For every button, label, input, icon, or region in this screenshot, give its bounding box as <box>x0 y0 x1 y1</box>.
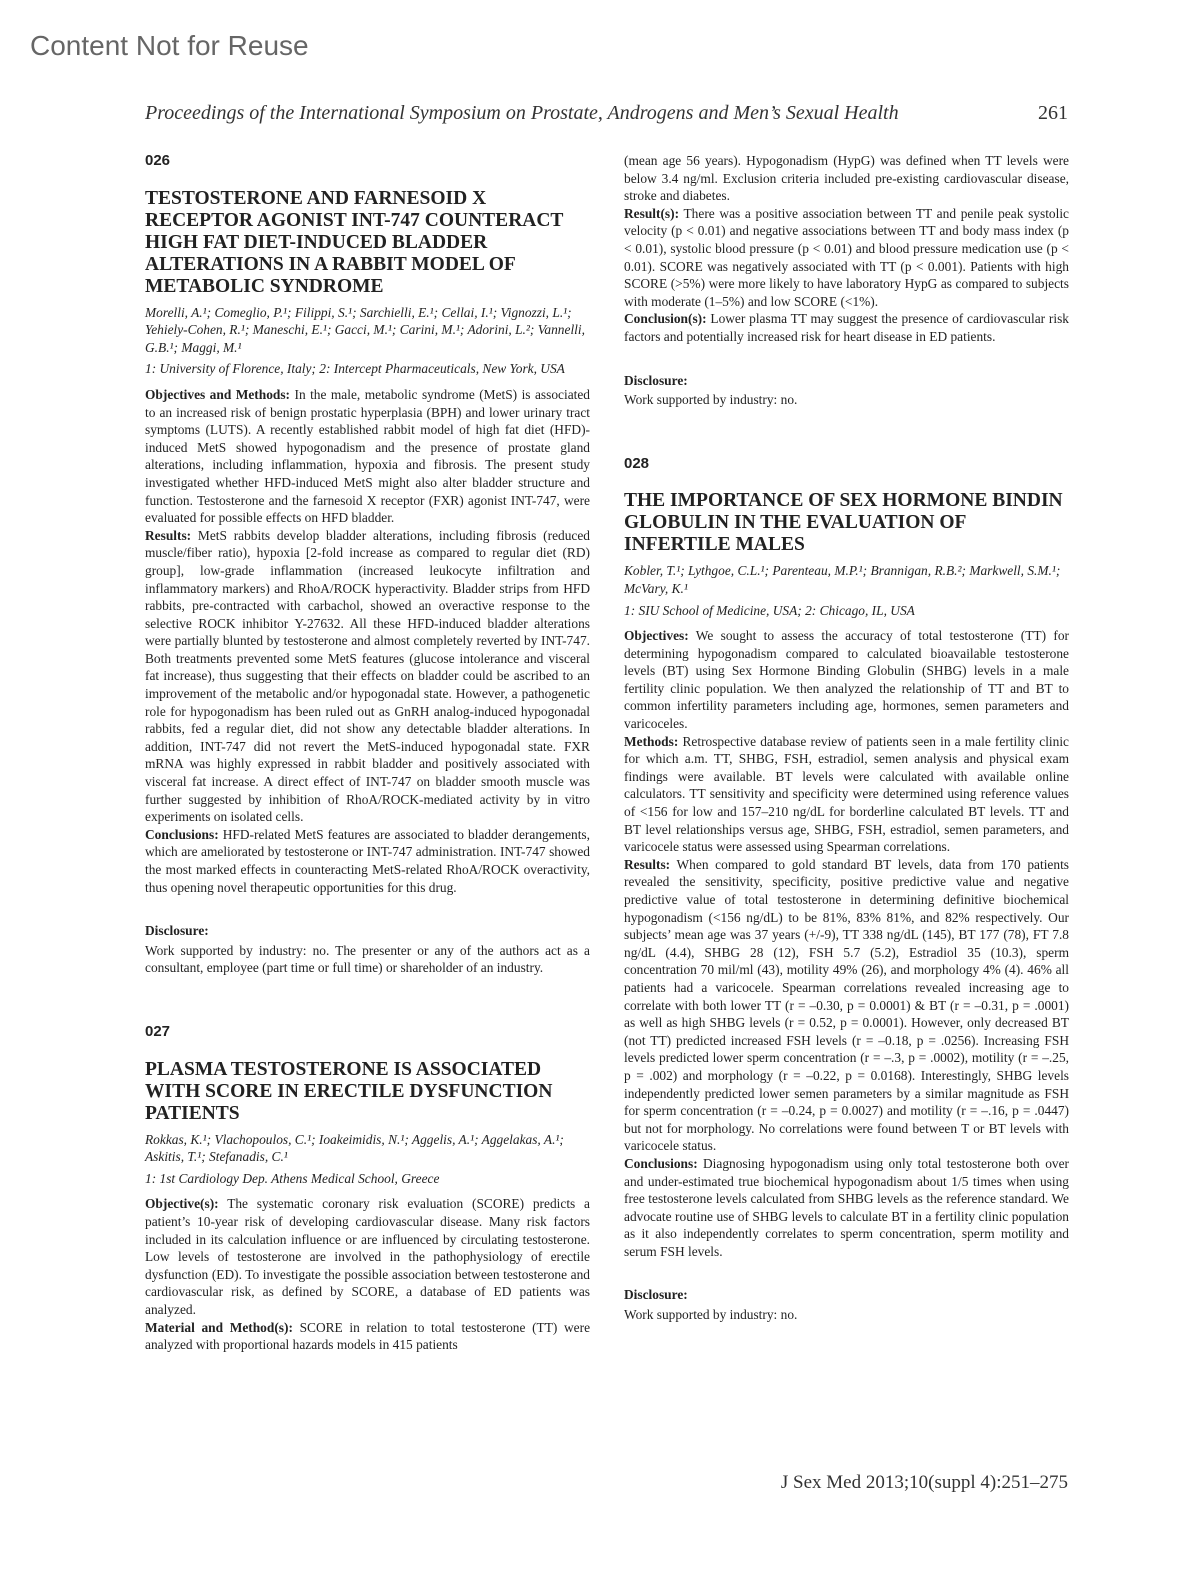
methods-paragraph <box>145 1319 590 1354</box>
section-text: Lower plasma TT may suggest the presence of cardiovascular risk factors and potentially increased risk for heart disease in ED patients. <box>624 311 1069 344</box>
affiliation: 1: University of Florence, Italy; 2: Intercept Pharmaceuticals, New York, USA <box>145 361 565 377</box>
section-text: MetS rabbits develop bladder alterations, including fibrosis (reduced muscle/fiber ratio), hypoxia [2-fold increase as compared to regular diet (RD) group], low-grade inflammation (increased leukocyte infiltration and inflammatory markers) and RhoA/ROCK hyperactivity. Bladder strips from HFD rabbits, pre-contracted with carbachol, showed an overactive response to the selective ROCK inhibitor Y-27632. All these HFD-induced bladder alterations were partially blunted by testosterone and almost completely reverted by INT-747. Both treatments prevented some MetS features (glucose intolerance and visceral fat increase), thus suggesting that their effects on bladder could be ascribed to an improvement of the metabolic and/or hypogonadal state. However, a pathogenetic role for hypogonadism has been ruled out as GnRH analog-induced hypogonadal rabbits, fed a regular diet, did not show any detectable bladder alterations. In addition, INT-747 did not revert the MetS-induced hypogonadal state. FXR mRNA was highly expressed in rabbit bladder and positively associated with visceral fat increase. A direct effect of INT-747 on bladder smooth muscle was further suggested by inhibition of RhoA/ROCK-mediated activity by in vitro experiments on isolated cells. <box>145 527 590 825</box>
disclosure-text: Work supported by industry: no. <box>624 1307 798 1323</box>
section-text: We sought to assess the accuracy of total testosterone (TT) for determining hypogonadism compared to calculated bioavailable testosterone levels (BT) using Sex Hormone Binding Globulin (SHBG) levels in a male fertility clinic population. We then analyzed the relationship of TT and BT to common infertility parameters including age, hormones, semen parameters and varicoceles. <box>624 628 1070 732</box>
abstract-028 <box>624 455 1069 1324</box>
abstract-027-continued <box>624 152 1069 409</box>
section-text: In the male, metabolic syndrome (MetS) is associated to an increased risk of benign prostatic hyperplasia (BPH) and lower urinary tract symptoms (LUTS). A recently established rabbit model of high fat diet (HFD)-induced MetS showed hypogonadism and the presence of prostate gland alterations, including inflammation, hypoxia and fibrosis. The present study investigated whether HFD-induced MetS might also alter bladder structure and function. Testosterone and the farnesoid X receptor (FXR) agonist INT-747, were evaluated for possible effects on HFD bladder. <box>145 386 590 526</box>
section-label: Conclusions: <box>145 826 219 842</box>
objectives-paragraph <box>145 1195 590 1318</box>
methods-paragraph <box>624 733 1069 856</box>
section-label: Conclusion(s): <box>624 311 707 327</box>
section-text: The systematic coronary risk evaluation (SCORE) predicts a patient’s 10-year risk of developing cardiovascular disease. Many risk factors included in its calculation influence or are influenced by circulating testosterone. Low levels of testosterone are involved in the pathophysiology of erectile dysfunction (ED). To investigate the possible association between testosterone and cardiovascular risk, as defined by SCORE, a database of ED patients was analyzed. <box>145 1196 590 1317</box>
journal-title: Proceedings of the International Symposium on Prostate, Androgens and Men’s Sexual Health <box>145 102 899 124</box>
watermark-text: Content Not for Reuse <box>30 30 309 61</box>
disclosure-text: Work supported by industry: no. <box>624 392 798 408</box>
author-list: Morelli, A.¹; Comeglio, P.¹; Filippi, S.¹; Sarchielli, E.¹; Cellai, I.¹; Vignozzi, L.¹; Yehiely-Cohen, R.¹; Maneschi, E.¹; Gacci, M.¹; Carini, M.¹; Adorini, L.²; Vannelli, G.B.¹; Maggi, M.¹ <box>145 304 585 355</box>
section-text: SCORE in relation to total testosterone (TT) were analyzed with proportional hazards models in 415 patients <box>145 1319 591 1353</box>
section-text: HFD-related MetS features are associated to bladder derangements, which are ameliorated by testosterone or INT-747 administration. INT-747 showed the most marked effects in counteracting MetS-related RhoA/ROCK overactivity, thus opening novel therapeutic opportunities for this drug. <box>145 826 590 895</box>
section-label: Methods: <box>624 733 679 749</box>
abstract-number: 026 <box>145 152 171 169</box>
journal-citation: J Sex Med 2013;10(suppl 4):251–275 <box>780 1472 1068 1493</box>
conclusions-paragraph <box>624 310 1069 345</box>
section-label: Objective(s): <box>145 1196 219 1212</box>
section-text: When compared to gold standard BT levels, data from 170 patients revealed the sensitivity, specificity, positive predictive value and negative predictive value of total testosterone in determining definitive biochemical hypogonadism (<156 ng/dL) to be 81%, 83% 81%, and 82% respectively. Our subjects’ mean age was 37 years (+/-9), TT 338 ng/dL (145), BT 177 (78), FT 7.8 ng/dL (4.4), SHBG 28 (12), FSH 5.7 (5.2), Estradiol 35 (10.3), sperm concentration 70 mil/ml (43), motility 49% (26), and morphology 4% (4). 46% all patients had a varicocele. Spearman correlations revealed increasing age to correlate with both lower TT (r = –0.30, p = 0.0001) & BT (r = –0.31, p = .0001) as well as high SHBG levels (r = 0.52, p = 0.0001). However, only decreased BT (not TT) predicted increased FSH levels (r = –0.18, p = .0256). Increasing FSH levels predicted lower sperm concentration (r = –.3, p = .0002), motility (r = –.25, p = .002) and morphology (r = –0.22, p = 0.0168). Interestingly, SHBG levels independently predicted lower semen parameters by a similar magnitude as FSH for sperm concentration (r = –0.24, p = 0.0027) and motility (r = –.16, p = .0447) but not for morphology. No correlations were found between T or BT levels with varicocele status. <box>624 856 1070 1154</box>
section-text: There was a positive association between TT and penile peak systolic velocity (p < 0.01) and negative associations between TT and body mass index (p < 0.01), systolic blood pressure (p < 0.01) and blood pressure medication use (p < 0.01). SCORE was negatively associated with TT (p < 0.001). Patients with high SCORE (>5%) were more likely to have laboratory HypG as compared to subjects with moderate (1–5%) and low SCORE (<1%). <box>624 205 1069 309</box>
affiliation: 1: SIU School of Medicine, USA; 2: Chicago, IL, USA <box>624 602 915 618</box>
section-label: Results: <box>145 527 192 543</box>
right-column <box>624 152 1069 1324</box>
left-column <box>145 152 590 1354</box>
section-text: Diagnosing hypogonadism using only total testosterone both over and under-estimated true biochemical hypogonadism about 1/5 times when using free testosterone levels calculated from SHBG levels as the reference standard. We advocate routine use of SHBG levels to calculate BT in a fertility clinic population as it also independently correlates to sperm concentration, sperm motility and serum FSH levels. <box>624 1155 1069 1259</box>
disclosure-heading: Disclosure: <box>624 372 688 388</box>
abstract-title: THE IMPORTANCE OF SEX HORMONE BINDIN GLOBULIN IN THE EVALUATION OF INFERTILE MALES <box>624 490 1063 556</box>
author-list: Kobler, T.¹; Lythgoe, C.L.¹; Parenteau, M.P.¹; Brannigan, R.B.²; Markwell, S.M.¹; McVary, K.¹ <box>624 563 1061 596</box>
results-paragraph <box>624 856 1069 1155</box>
disclosure-heading: Disclosure: <box>624 1287 688 1303</box>
section-label: Material and Method(s): <box>145 1319 293 1335</box>
abstract-number: 028 <box>624 454 650 472</box>
conclusions-paragraph <box>145 826 590 896</box>
conclusions-paragraph <box>624 1155 1069 1261</box>
results-paragraph <box>145 527 590 826</box>
section-label: Result(s): <box>624 205 680 221</box>
section-text: Retrospective database review of patients seen in a male fertility clinic for which a.m. TT, SHBG, FSH, estradiol, semen analysis and physical exam findings were available. BT levels were calculated with available online calculators. TT sensitivity and specificity were determined using reference values of <156 for low and 157–210 ng/dL for borderline calculated BT levels. TT and BT level relationships versus age, SHBG, FSH, estradiol, semen parameters, and varicocele status were assessed using Spearman correlations. <box>624 733 1069 855</box>
disclosure-heading: Disclosure: <box>145 923 209 939</box>
objectives-paragraph <box>624 627 1069 733</box>
section-label: Objectives: <box>624 628 689 644</box>
author-list: Rokkas, K.¹; Vlachopoulos, C.¹; Ioakeimidis, N.¹; Aggelis, A.¹; Aggelakas, A.¹; Askitis, T.¹; Stefanadis, C.¹ <box>145 1131 564 1165</box>
section-label: Conclusions: <box>624 1155 698 1171</box>
abstract-026 <box>145 152 590 977</box>
running-head <box>145 102 1068 125</box>
abstract-027 <box>145 1023 590 1354</box>
results-paragraph <box>624 205 1069 311</box>
disclosure-text: Work supported by industry: no. The presenter or any of the authors act as a consultant, employee (part time or full time) or shareholder of an industry. <box>145 942 590 976</box>
abstract-title: TESTOSTERONE AND FARNESOID X RECEPTOR AGONIST INT-747 COUNTERACT HIGH FAT DIET-INDUCED BLADDER ALTERATIONS IN A RABBIT MODEL OF METABOLIC SYNDROME <box>145 187 564 297</box>
abstract-title: PLASMA TESTOSTERONE IS ASSOCIATED WITH SCORE IN ERECTILE DYSFUNCTION PATIENTS <box>145 1058 553 1124</box>
page-number: 261 <box>1038 102 1068 124</box>
section-label: Results: <box>624 856 671 872</box>
affiliation: 1: 1st Cardiology Dep. Athens Medical School, Greece <box>145 1170 440 1186</box>
abstract-number: 027 <box>145 1022 171 1040</box>
methods-continued-paragraph: (mean age 56 years). Hypogonadism (HypG) was defined when TT levels were below 3.4 ng/ml. Exclusion criteria included pre-existing cardiovascular disease, stroke and diabetes. <box>624 153 1069 204</box>
objectives-paragraph <box>145 386 590 527</box>
section-label: Objectives and Methods: <box>145 386 291 402</box>
